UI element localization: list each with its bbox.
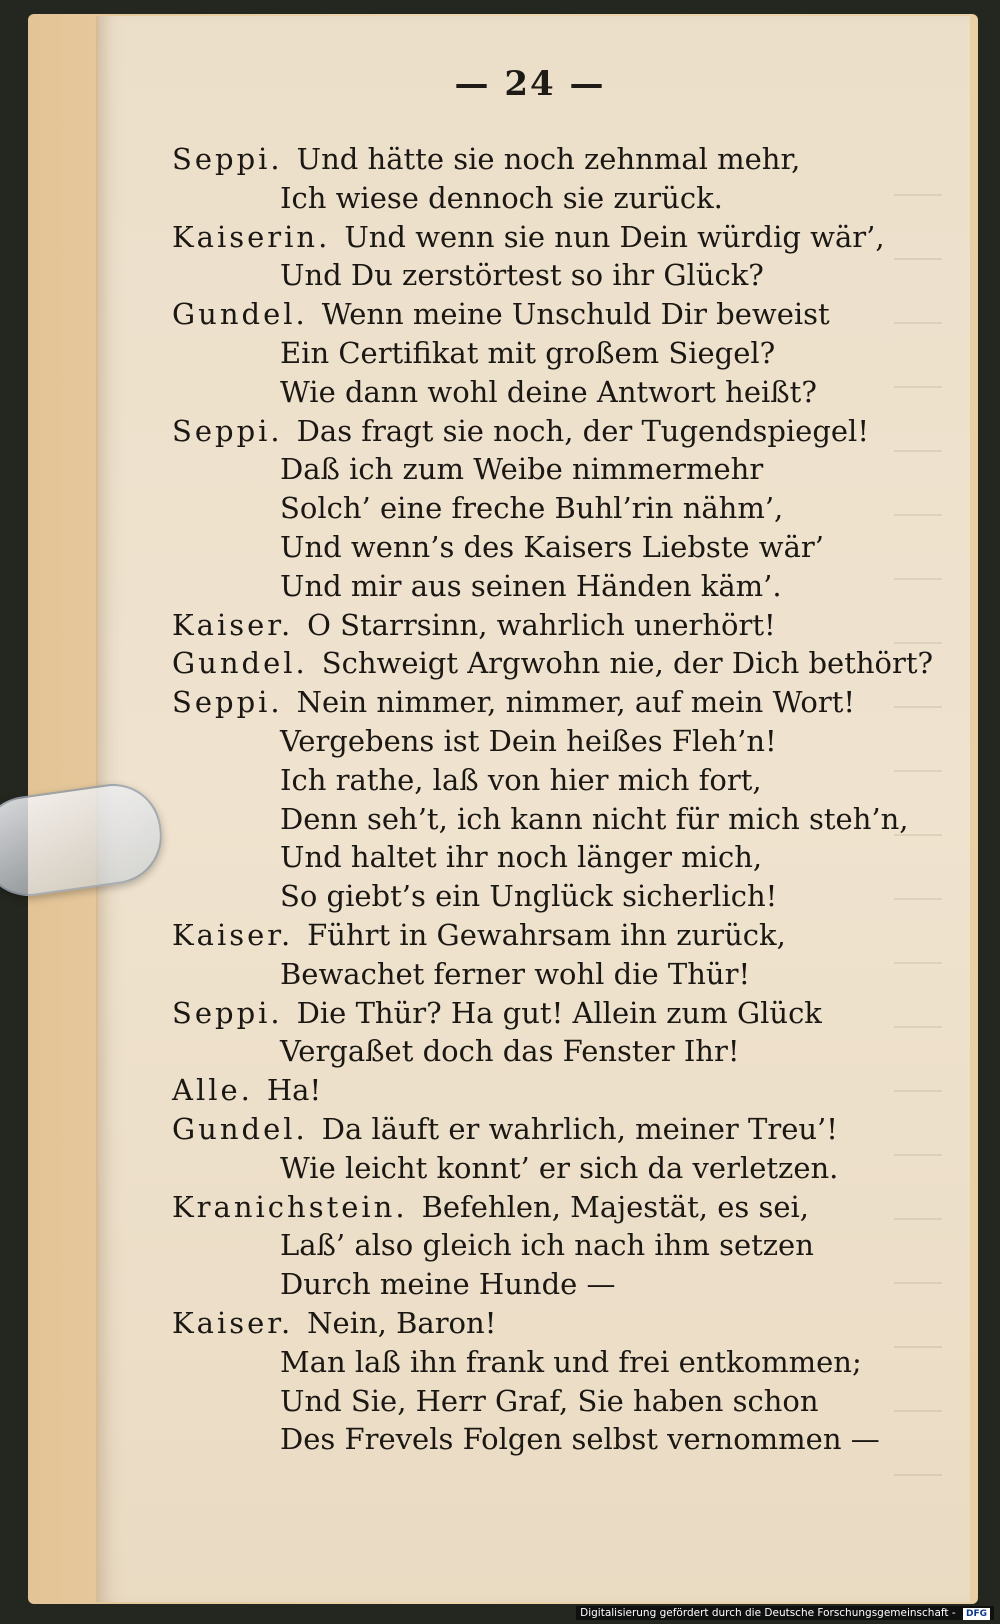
line-text: Solch’ eine freche Buhl’rin nähm’, — [280, 491, 784, 526]
verse-line — [172, 528, 942, 567]
verse-line — [172, 1110, 942, 1149]
line-text: Vergebens ist Dein heißes Fleh’n! — [280, 723, 777, 758]
line-text: Laß’ also gleich ich nach ihm setzen — [280, 1228, 814, 1263]
line-text: Da läuft er wahrlich, meiner Treu’! — [321, 1111, 838, 1146]
verse-line — [172, 800, 942, 839]
line-text: Durch meine Hunde — — [280, 1267, 616, 1302]
line-text: Nein, Baron! — [307, 1305, 497, 1340]
line-text: Ein Certifikat mit großem Siegel? — [280, 335, 776, 370]
line-text: Und Du zerstörtest so ihr Glück? — [280, 258, 764, 293]
verse-line — [172, 1420, 942, 1459]
verse-line — [172, 1188, 942, 1227]
line-text: So giebt’s ein Unglück sicherlich! — [280, 879, 778, 914]
verse-line — [172, 567, 942, 606]
digitization-footer — [576, 1606, 994, 1620]
verse-line — [172, 295, 942, 334]
verse-line — [172, 1304, 942, 1343]
verse-line — [172, 761, 942, 800]
line-text: Vergaßet doch das Fenster Ihr! — [280, 1034, 740, 1069]
line-text: Denn seh’t, ich kann nicht für mich steh’n, — [280, 801, 909, 836]
speaker-name: Seppi. — [172, 995, 283, 1030]
line-text: Ha! — [266, 1073, 322, 1108]
verse-line — [172, 334, 942, 373]
speaker-name: Kaiser. — [172, 917, 294, 952]
line-text: Des Frevels Folgen selbst vernommen — — [280, 1422, 880, 1457]
speaker-name: Kaiser. — [172, 607, 294, 642]
line-text: Und wenn’s des Kaisers Liebste wär’ — [280, 529, 824, 564]
line-text: Ich wiese dennoch sie zurück. — [280, 180, 723, 215]
verse-line — [172, 412, 942, 451]
verse-line — [172, 450, 942, 489]
line-text: Und Sie, Herr Graf, Sie haben schon — [280, 1383, 819, 1418]
verse-line — [172, 1032, 942, 1071]
line-text: Wenn meine Unschuld Dir beweist — [321, 297, 830, 332]
line-text: Befehlen, Majestät, es sei, — [421, 1189, 810, 1224]
line-text: Schweigt Argwohn nie, der Dich bethört? — [321, 646, 934, 681]
verse-line — [172, 838, 942, 877]
verse-text — [172, 140, 942, 1459]
line-text: Wie dann wohl deine Antwort heißt? — [280, 374, 817, 409]
verse-line — [172, 1071, 942, 1110]
speaker-name: Gundel. — [172, 1111, 308, 1146]
line-text: Ich rathe, laß von hier mich fort, — [280, 762, 762, 797]
line-text: Und haltet ihr noch länger mich, — [280, 840, 763, 875]
verse-line — [172, 218, 942, 257]
line-text: Und mir aus seinen Händen käm’. — [280, 568, 782, 603]
verse-line — [172, 1149, 942, 1188]
verse-line — [172, 722, 942, 761]
verse-line — [172, 373, 942, 412]
verse-line — [172, 179, 942, 218]
dfg-logo: DFG — [963, 1608, 990, 1620]
line-text: Daß ich zum Weibe nimmermehr — [280, 452, 764, 487]
verse-line — [172, 256, 942, 295]
speaker-name: Gundel. — [172, 297, 308, 332]
line-text: Führt in Gewahrsam ihn zurück, — [307, 917, 786, 952]
speaker-name: Kaiser. — [172, 1305, 294, 1340]
speaker-name: Alle. — [172, 1073, 253, 1108]
page-number: — 24 — — [454, 64, 606, 104]
line-text: Nein nimmer, nimmer, auf mein Wort! — [296, 685, 856, 720]
verse-line — [172, 916, 942, 955]
verse-line — [172, 1382, 942, 1421]
line-text: Und hätte sie noch zehnmal mehr, — [296, 142, 801, 176]
line-text: Wie leicht konnt’ er sich da verletzen. — [280, 1150, 839, 1185]
verse-line — [172, 1226, 942, 1265]
verse-line — [172, 489, 942, 528]
footer-text: Digitalisierung gefördert durch die Deutsche Forschungsgemeinschaft - — [580, 1607, 956, 1619]
verse-line — [172, 140, 942, 179]
speaker-name: Kranichstein. — [172, 1189, 408, 1224]
verse-line — [172, 606, 942, 645]
speaker-name: Seppi. — [172, 413, 283, 448]
line-text: Das fragt sie noch, der Tugendspiegel! — [296, 413, 869, 448]
verse-line — [172, 1343, 942, 1382]
line-text: Man laß ihn frank und frei entkommen; — [280, 1344, 862, 1379]
speaker-name: Seppi. — [172, 685, 283, 720]
speaker-name: Gundel. — [172, 646, 308, 681]
line-text: O Starrsinn, wahrlich unerhört! — [307, 607, 776, 642]
verse-line — [172, 683, 942, 722]
speaker-name: Seppi. — [172, 142, 283, 176]
verse-line — [172, 994, 942, 1033]
verse-line — [172, 955, 942, 994]
line-text: Bewachet ferner wohl die Thür! — [280, 956, 751, 991]
line-text: Die Thür? Ha gut! Allein zum Glück — [296, 995, 822, 1030]
verse-line — [172, 1265, 942, 1304]
verse-line — [172, 877, 942, 916]
verse-line — [172, 644, 942, 683]
line-text: Und wenn sie nun Dein würdig wär’, — [344, 219, 885, 254]
speaker-name: Kaiserin. — [172, 219, 331, 254]
